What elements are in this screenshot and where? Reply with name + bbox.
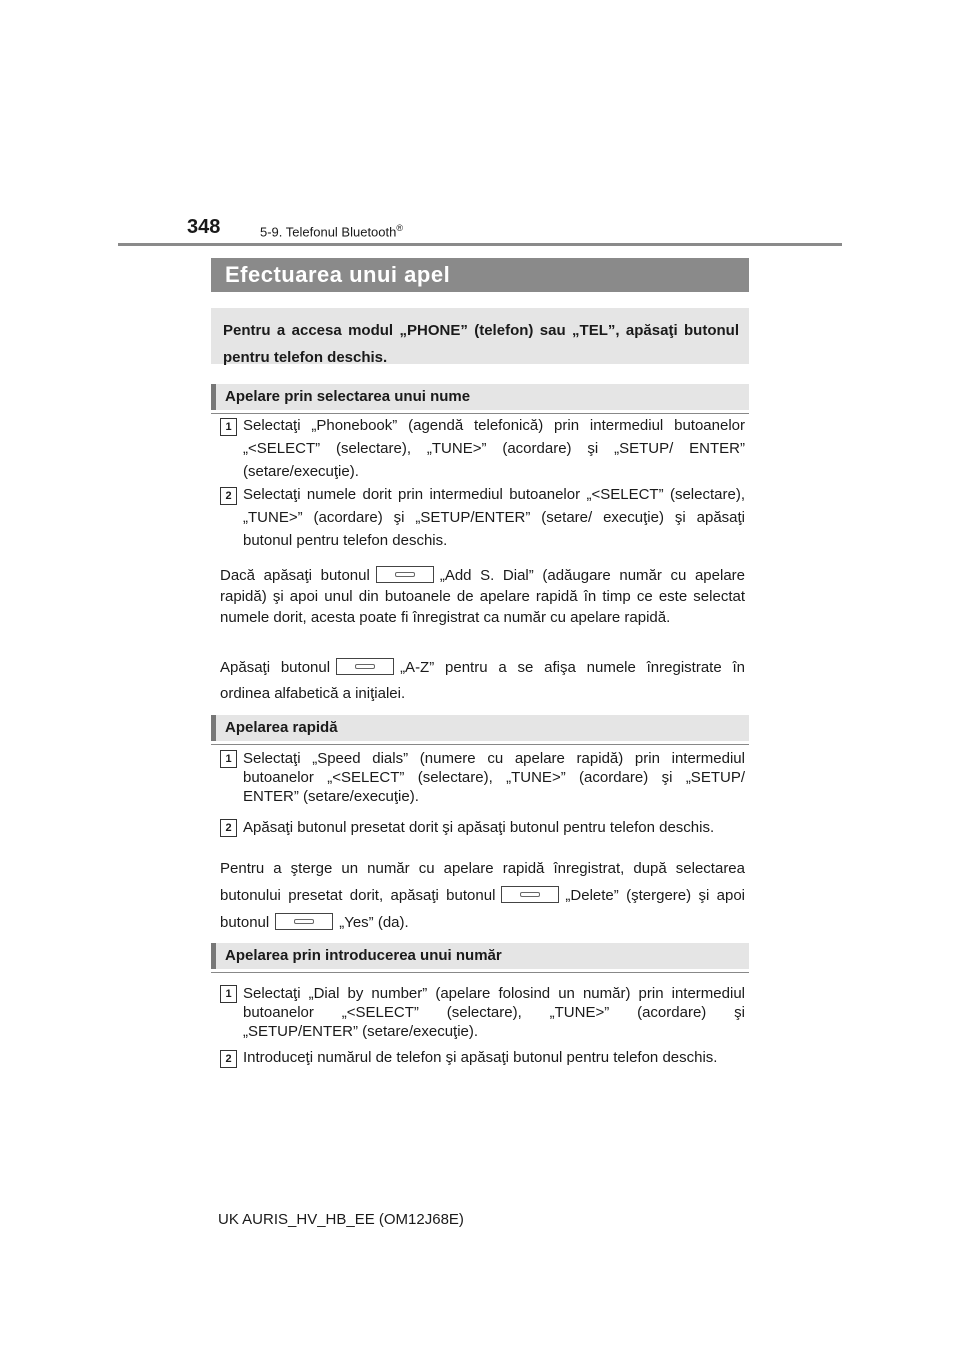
step-text: Selectaţi numele dorit prin intermediul butoanelor „<SELECT” (selectare), „TUNE>” (acordare) şi „SETUP/ENTER” (setare/ execuţie) şi apăsaţi butonul pentru telefon deschis.	[243, 486, 745, 549]
step-number: 1	[220, 750, 237, 768]
registered-mark: ®	[396, 223, 404, 233]
page-number: 348	[187, 216, 221, 238]
step-text: Apăsaţi butonul presetat dorit şi apăsaţi butonul pentru telefon deschis.	[243, 819, 715, 836]
section-title: Efectuarea unui apel	[211, 258, 749, 292]
step-text: Selectaţi „Speed dials” (numere cu apelare rapidă) prin intermediul butoanelor „<SELECT” (selectare), „TUNE>” (acordare) şi „SETUP/ ENTER” (setare/execuţie).	[243, 750, 745, 805]
note-text: „A-Z” pentru a se afişa numele înregistrate în ordinea alfabetică a iniţialei.	[220, 659, 745, 702]
screen-button-icon	[275, 913, 333, 930]
intro-box: Pentru a accesa modul „PHONE” (telefon) sau „TEL”, apăsaţi butonul pentru telefon deschis.	[211, 308, 749, 364]
note-text: Pentru a şterge un număr cu apelare rapidă înregistrat, după selectarea butonului presetat dorit, apăsaţi butonul	[220, 860, 745, 904]
step-text: Selectaţi „Phonebook” (agendă telefonică) prin intermediul butoanelor „<SELECT” (selectare), „TUNE>” (acordare) şi „SETUP/ ENTER” (setare/execuţie).	[243, 417, 745, 480]
step-number: 2	[220, 1050, 237, 1068]
subheading-dial-number: Apelarea prin introducerea unui număr	[211, 943, 749, 969]
step-number: 1	[220, 985, 237, 1003]
subheading-speed-dial: Apelarea rapidă	[211, 715, 749, 741]
note-text: „Yes” (da).	[339, 914, 409, 931]
footer-doc-code: UK AURIS_HV_HB_EE (OM12J68E)	[218, 1211, 464, 1228]
step-text: Introduceţi numărul de telefon şi apăsaţi butonul pentru telefon deschis.	[243, 1049, 718, 1066]
screen-button-icon	[501, 886, 559, 903]
note-a-z	[220, 655, 745, 707]
subheading-select-name: Apelare prin selectarea unui nume	[211, 384, 749, 410]
step-text: Selectaţi „Dial by number” (apelare folosind un număr) prin intermediul butoanelor „<SELECT” (selectare), „TUNE>” (acordare) şi „SETUP/ENTER” (setare/execuţie).	[243, 985, 745, 1040]
chapter-label: 5-9. Telefonul Bluetooth	[260, 224, 397, 240]
screen-button-icon	[336, 658, 394, 675]
note-text: „Add S. Dial” (adăugare număr cu apelare rapidă) şi apoi unul din butoanele de apelare rapidă în timp ce este selectat numele dorit, acesta poate fi înregistrat ca număr cu apelare rapidă.	[220, 567, 745, 626]
header-rule	[118, 243, 842, 246]
note-text: Apăsaţi butonul	[220, 659, 331, 676]
screen-button-icon	[376, 566, 434, 583]
step-number: 2	[220, 487, 237, 505]
step-number: 1	[220, 418, 237, 436]
note-text: Dacă apăsaţi butonul	[220, 567, 370, 584]
note-add-speed-dial	[220, 565, 745, 628]
chapter-title	[260, 223, 403, 239]
note-text: „Delete” (ştergere) şi apoi butonul	[220, 887, 746, 931]
step-number: 2	[220, 819, 237, 837]
note-delete-speed-dial	[220, 855, 745, 936]
